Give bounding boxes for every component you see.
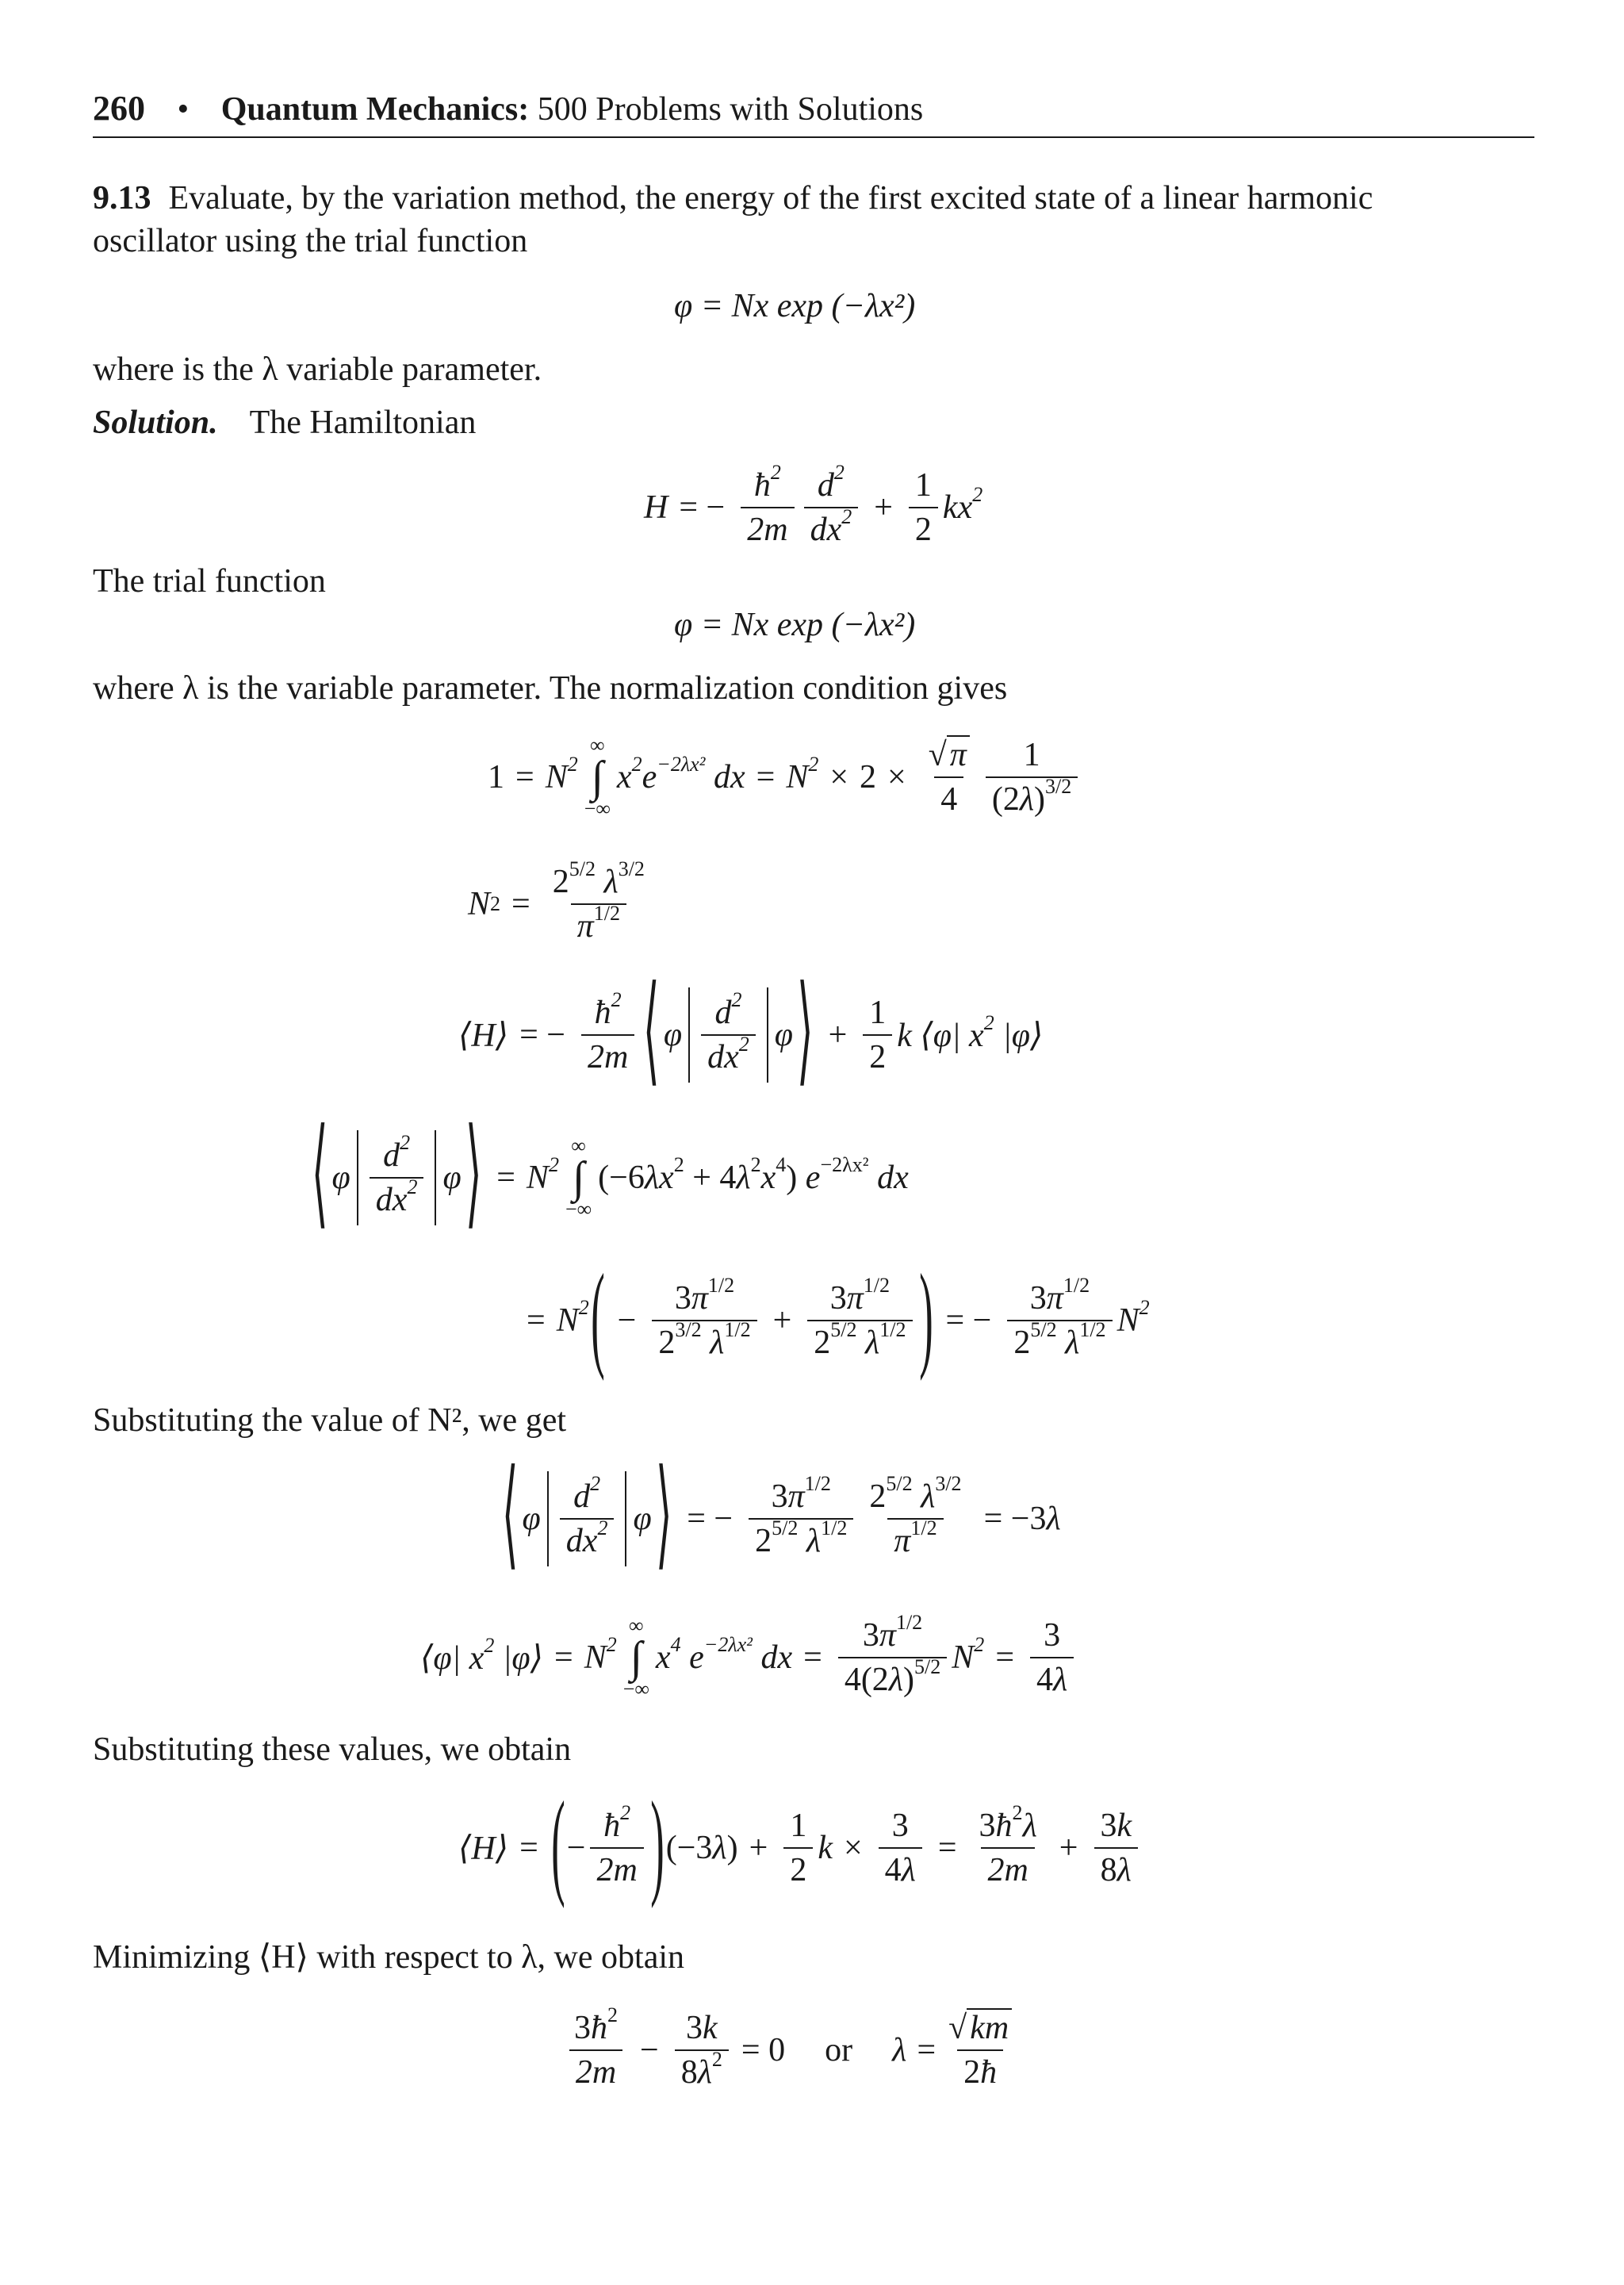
- hamiltonian-intro: The Hamiltonian: [249, 404, 477, 441]
- matrix-element-equation: ⟨ φ $\frac{d^2}{dx^2}$ φ ⟩ = $N^2$ ∞ ∫ −∞ $(-6\lambda x^2 + 4\lambda^2x^4)$ $e^{-2\lambda x^2}$ dx: [312, 1107, 909, 1239]
- header-rule: [93, 136, 1534, 138]
- n-label: N: [468, 886, 491, 922]
- solution-label: Solution.: [93, 404, 218, 441]
- problem-line-1: [93, 176, 1534, 220]
- trial-function-equation-2: φ = Nx exp (−λx²): [674, 607, 916, 643]
- running-header: [93, 89, 923, 129]
- minimizing-text: Minimizing ⟨H⟩ with respect to λ, we obtain: [93, 1939, 685, 1976]
- substituting-values-text: Substituting these values, we obtain: [93, 1731, 572, 1768]
- solution-line: [93, 401, 476, 445]
- h-symbol: H: [644, 489, 668, 526]
- matrix-element-substituted: ⟨ φ $\frac{d^2}{dx^2}$ φ ⟩ = − $\frac{3\pi^{1/2}}{2^{5/2} \lambda^{1/2}}$ $\frac{2^{5/2} \lambda^{3/2}}{\pi^{1/2}}$ = −3λ: [502, 1448, 1061, 1580]
- problem-number: 9.13: [93, 180, 151, 217]
- h-result-equation: ⟨H⟩ = ( − $\frac{ħ^2}{2m}$ ) (−3λ) + $\frac{1}{2}$ k × $\frac{3}{4\lambda}$ = $\frac{3ħ^2\lambda}{2m}$ + $\frac{3k}{8\lambda}$: [458, 1789, 1143, 1907]
- header-bullet: •: [177, 91, 190, 128]
- trial-function-equation: φ = Nx exp (−λx²): [674, 288, 916, 324]
- hamiltonian-equation: H = − $\frac{ħ^2}{2m}$ $\frac{d^2}{dx^2}$ + $\frac{1}{2}$ $kx^2$: [644, 460, 983, 548]
- problem-text-1: Evaluate, by the variation method, the energy of the first excited state of a linear harmonic: [168, 180, 1373, 217]
- or-word: or: [825, 2032, 853, 2068]
- equals-zero: = 0: [741, 2032, 786, 2068]
- matrix-element-result: = $N^2$ ( − $\frac{3\pi^{1/2}}{2^{3/2} \lambda^{1/2}}$ + $\frac{3\pi^{1/2}}{2^{5/2} \lambda^{1/2}}$ ) = − $\frac{3\pi^{1/2}}{2^{5/2} \lambda^{1/2}}$ $N^2$: [527, 1250, 1150, 1382]
- substituting-n2-text: Substituting the value of N², we get: [93, 1402, 567, 1439]
- h-expectation-equation: ⟨H⟩ = − $\frac{ħ^2}{2m}$ ⟨ φ $\frac{d^2}{dx^2}$ φ ⟩ + $\frac{1}{2}$ k ⟨φ| $x^2$ |φ⟩: [458, 964, 1044, 1096]
- book-title: Quantum Mechanics:: [220, 91, 530, 128]
- lambda-equals: λ =: [892, 2032, 938, 2068]
- h-avg: ⟨H⟩: [458, 1831, 509, 1867]
- x-squared-expectation: ⟨φ| $x^2$ |φ⟩ = $N^2$ ∞ ∫ −∞ $x^4$ $e^{-2\lambda x^2}$ dx = $\frac{3\pi^{1/2}}{4(2\lambda)^{5/2}}$ $N^2$ = $\frac{3}{4\lambda}$: [420, 1602, 1078, 1713]
- book-subtitle: 500 Problems with Solutions: [537, 91, 924, 128]
- normalization-intro: where λ is the variable parameter. The normalization condition gives: [93, 670, 1008, 707]
- page-number: 260: [93, 89, 145, 128]
- trial-intro: The trial function: [93, 563, 326, 600]
- minimization-equation: $\frac{3ħ^2}{2m}$ − $\frac{3k}{8\lambda^2}$ = 0 or λ = $\frac{√km}{2ħ}$: [563, 1999, 1023, 2102]
- where-lambda-text: where is the λ variable parameter.: [93, 351, 542, 388]
- normalization-equation: 1 = $N^2$ ∞ ∫ −∞ $x^2e^{-2\lambda x^2}$ dx = $N^2$ × 2 × $\frac{√\pi}{4}$ $\frac{1}{(2\lambda)^{3/2}}$: [488, 726, 1082, 829]
- n-squared-equation: N 2 = $\frac{2^{5/2} \lambda^{3/2}}{\pi^{1/2}}$: [468, 857, 645, 945]
- problem-line-2: oscillator using the trial function: [93, 223, 528, 259]
